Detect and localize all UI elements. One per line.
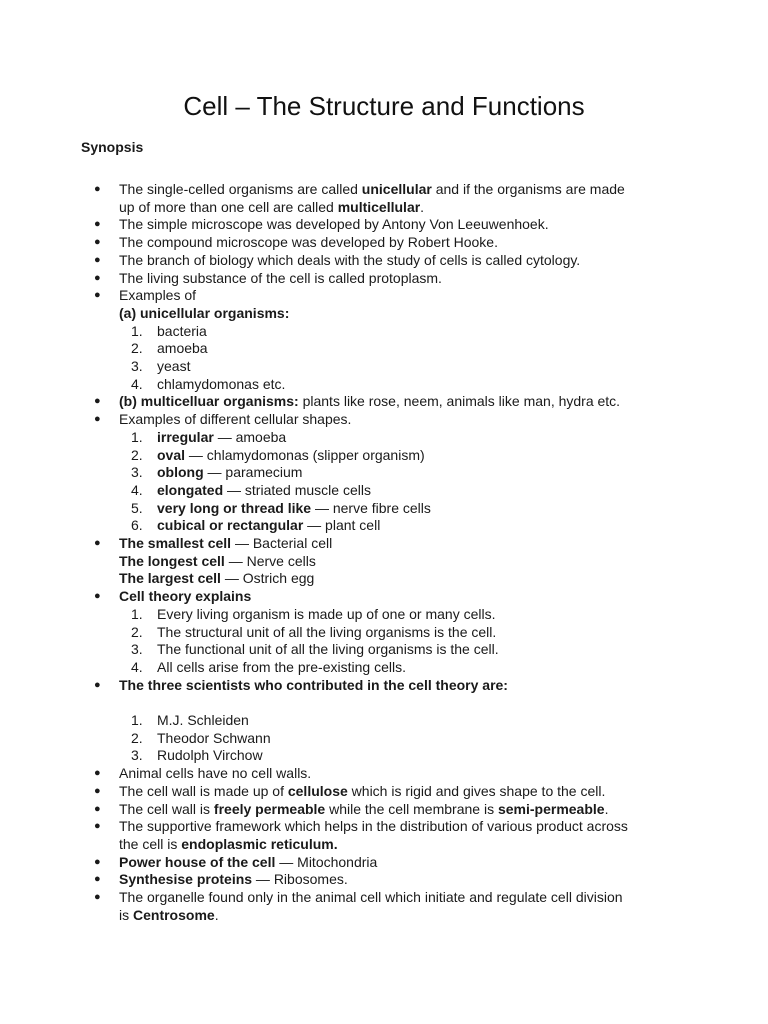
text: — amoeba xyxy=(213,428,287,445)
item-number: 3. xyxy=(131,464,143,481)
text: The compound microscope was developed by Robert Hooke. xyxy=(119,234,498,251)
bold-term: The three scientists who contributed in the cell theory are: xyxy=(119,676,508,693)
item-number: 2. xyxy=(131,446,143,463)
item-number: 4. xyxy=(131,658,143,675)
list-item xyxy=(0,234,768,252)
numbered-item xyxy=(0,376,768,394)
bold-term: unicellular xyxy=(361,181,432,197)
bullet-icon: ● xyxy=(94,873,101,886)
synopsis-heading: Synopsis xyxy=(81,139,144,155)
bold-term: Cell theory explains xyxy=(119,588,252,605)
page-title: Cell – The Structure and Functions xyxy=(183,91,585,121)
text: The organelle found only in the animal cell which initiate and regulate cell division xyxy=(119,889,623,906)
bullet-icon: ● xyxy=(94,767,101,780)
bullet-icon: ● xyxy=(94,537,101,550)
bullet-icon: ● xyxy=(94,395,101,408)
list-item xyxy=(0,677,768,695)
numbered-item xyxy=(0,747,768,765)
list-item xyxy=(0,818,768,853)
text: Theodor Schwann xyxy=(157,729,271,746)
text: is xyxy=(119,906,133,923)
bold-term: endoplasmic reticulum. xyxy=(181,836,338,852)
text: Examples of different cellular shapes. xyxy=(119,411,352,428)
bold-term: Synthesise proteins xyxy=(119,871,253,888)
item-number: 6. xyxy=(131,517,143,534)
text: which is rigid and gives shape to the cell. xyxy=(347,782,606,799)
bullet-icon: ● xyxy=(94,289,101,302)
list-item xyxy=(0,252,768,270)
list-item xyxy=(0,535,768,588)
list-item xyxy=(0,889,768,924)
bold-term: semi-permeable xyxy=(497,800,605,817)
text: — paramecium xyxy=(203,464,303,481)
numbered-item xyxy=(0,340,768,358)
item-number: 1. xyxy=(131,322,143,339)
bold-term: The smallest cell xyxy=(119,535,232,552)
item-number: 2. xyxy=(131,729,143,746)
numbered-item xyxy=(0,447,768,465)
list-item xyxy=(0,216,768,234)
list-item xyxy=(0,270,768,288)
bold-term: The longest cell xyxy=(119,552,225,569)
bullet-icon: ● xyxy=(94,590,101,603)
item-number: 2. xyxy=(131,623,143,640)
bold-term: The largest cell xyxy=(119,570,221,587)
text: Rudolph Virchow xyxy=(157,747,263,764)
item-number: 3. xyxy=(131,358,143,375)
numbered-item xyxy=(0,730,768,748)
item-number: 1. xyxy=(131,605,143,622)
bold-term: freely permeable xyxy=(213,800,326,817)
text: and if the organisms are made xyxy=(431,181,625,197)
bullet-icon: ● xyxy=(94,678,101,691)
bullet-icon: ● xyxy=(94,253,101,266)
bullet-icon: ● xyxy=(94,784,101,797)
numbered-item xyxy=(0,464,768,482)
text: — Nerve cells xyxy=(224,552,316,569)
bullet-icon: ● xyxy=(94,855,101,868)
bullet-icon: ● xyxy=(94,218,101,231)
text: The branch of biology which deals with the study of cells is called cytology. xyxy=(119,251,581,268)
bullet-icon: ● xyxy=(94,183,101,195)
bullet-icon: ● xyxy=(94,802,101,815)
bullet-icon: ● xyxy=(94,236,101,249)
text: — Ribosomes. xyxy=(252,871,348,888)
text: Animal cells have no cell walls. xyxy=(119,765,312,782)
item-number: 4. xyxy=(131,375,143,392)
text: — Ostrich egg xyxy=(220,570,315,587)
bold-term: cubical or rectangular xyxy=(157,517,304,534)
text: The living substance of the cell is called protoplasm. xyxy=(119,269,442,286)
text: . xyxy=(604,800,609,817)
text: while the cell membrane is xyxy=(325,800,498,817)
text: up of more than one cell are called xyxy=(119,198,338,215)
bold-term: Power house of the cell xyxy=(119,853,276,870)
list-item xyxy=(0,801,768,819)
numbered-item xyxy=(0,323,768,341)
numbered-item xyxy=(0,606,768,624)
text: The simple microscope was developed by Antony Von Leeuwenhoek. xyxy=(119,216,549,233)
item-number: 1. xyxy=(131,712,143,729)
list-item xyxy=(0,411,768,429)
numbered-item xyxy=(0,659,768,677)
text: plants like rose, neem, animals like man, hydra etc. xyxy=(298,393,621,410)
list-item xyxy=(0,854,768,872)
item-number: 5. xyxy=(131,499,143,516)
text: — chlamydomonas (slipper organism) xyxy=(185,446,425,463)
text: M.J. Schleiden xyxy=(157,712,249,729)
text: The functional unit of all the living organisms is the cell. xyxy=(157,641,499,658)
bullet-icon: ● xyxy=(94,891,101,904)
item-number: 2. xyxy=(131,340,143,357)
text: the cell is xyxy=(119,836,182,852)
numbered-item xyxy=(0,624,768,642)
numbered-item xyxy=(0,500,768,518)
text: yeast xyxy=(157,358,191,375)
text: Every living organism is made up of one or many cells. xyxy=(157,605,496,622)
list-item xyxy=(0,765,768,783)
list-item xyxy=(0,871,768,889)
text: The cell wall is xyxy=(119,800,214,817)
text: All cells arise from the pre-existing cells. xyxy=(157,658,406,675)
text: chlamydomonas etc. xyxy=(157,375,286,392)
bold-term: oval xyxy=(157,446,186,463)
list-item xyxy=(0,287,768,322)
synopsis-content xyxy=(0,181,768,925)
bullet-icon: ● xyxy=(94,271,101,284)
bullet-icon: ● xyxy=(94,820,101,833)
numbered-item xyxy=(0,358,768,376)
numbered-item xyxy=(0,641,768,659)
spacer xyxy=(0,694,768,712)
text: . xyxy=(420,198,425,215)
numbered-item xyxy=(0,517,768,535)
bold-term: multicellular xyxy=(337,198,421,215)
bold-term: elongated xyxy=(157,481,224,498)
numbered-item xyxy=(0,429,768,447)
text: amoeba xyxy=(157,340,208,357)
text: — Mitochondria xyxy=(275,853,378,870)
list-item xyxy=(0,181,768,216)
bold-term: cellulose xyxy=(287,782,348,799)
text: The cell wall is made up of xyxy=(119,782,288,799)
text: — plant cell xyxy=(303,517,381,534)
bullet-icon: ● xyxy=(94,413,101,426)
bold-term: irregular xyxy=(157,428,214,445)
numbered-item xyxy=(0,712,768,730)
text: The single-celled organisms are called xyxy=(119,181,362,197)
text: — nerve fibre cells xyxy=(311,499,431,516)
bold-term: very long or thread like xyxy=(157,499,312,516)
item-number: 3. xyxy=(131,641,143,658)
text: . xyxy=(214,906,219,923)
text: — striated muscle cells xyxy=(223,481,371,498)
list-item xyxy=(0,393,768,411)
text: The structural unit of all the living organisms is the cell. xyxy=(157,623,497,640)
list-item xyxy=(0,783,768,801)
bold-term: oblong xyxy=(157,464,204,481)
text: bacteria xyxy=(157,322,207,339)
item-number: 1. xyxy=(131,428,143,445)
bold-term: Centrosome xyxy=(133,906,215,923)
numbered-item xyxy=(0,482,768,500)
text: Examples of xyxy=(119,287,197,304)
text: The supportive framework which helps in the distribution of various product across xyxy=(119,818,628,835)
item-number: 3. xyxy=(131,747,143,764)
bold-term: (b) multicelluar organisms: xyxy=(119,393,299,410)
item-number: 4. xyxy=(131,481,143,498)
list-item xyxy=(0,588,768,606)
subheading: (a) unicellular organisms: xyxy=(119,304,290,321)
text: — Bacterial cell xyxy=(231,535,333,552)
